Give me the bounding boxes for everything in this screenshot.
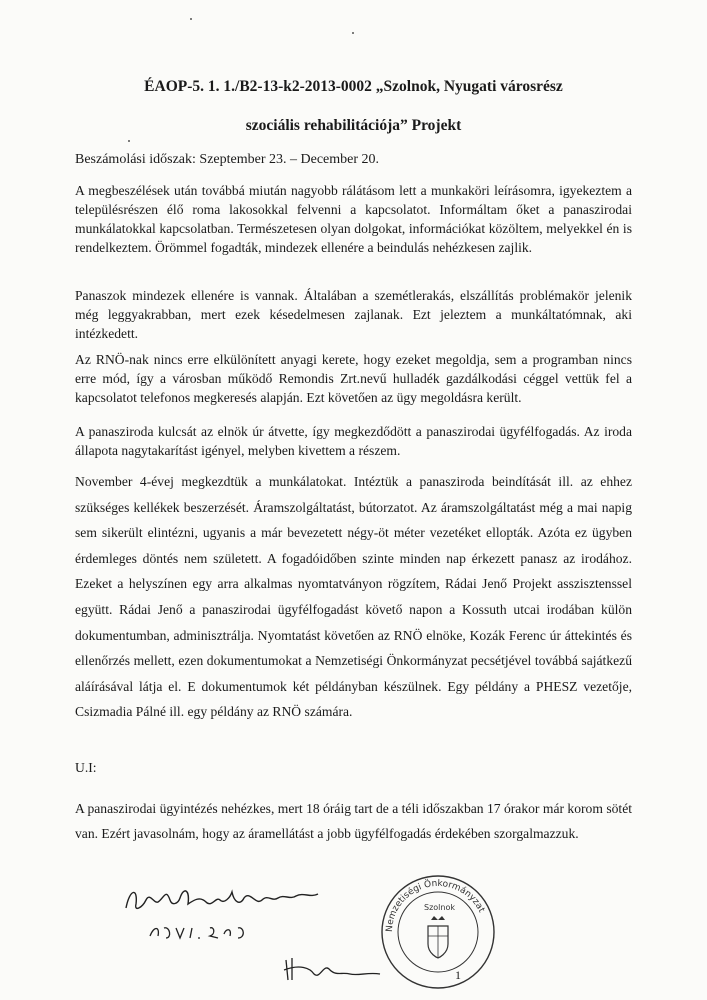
paragraph-3: Az RNÖ-nak nincs erre elkülönített anyagi kerete, hogy ezeket megoldja, sem a programban nincs erre mód, így a városban működő Remondis Zrt.nevű hulladék gazdálkodási céggel vettük fel a kapcsolatot telefonos megkeresés alapján. Ezt követően az ügy megoldásra került. — [75, 352, 632, 405]
scan-speck — [352, 32, 354, 34]
postscript-label: U.I: — [75, 760, 97, 775]
project-title-line-2: szociális rehabilitációja” Projekt — [245, 117, 462, 134]
scan-speck — [190, 18, 192, 20]
scan-speck — [128, 140, 130, 142]
svg-text:Szolnok: Szolnok — [424, 903, 455, 912]
svg-text:Nemzetiségi Önkormányzat: Nemzetiségi Önkormányzat — [384, 878, 487, 933]
paragraph-5: November 4-évej megkezdtük a munkálatokat. Intéztük a panasziroda beindítását ill. az ehhez szükséges kellékek beszerzését. Áramszolgáltatást, bútorzatot. Az áramszolgáltatást még a mai napig sem sikerült elintézni, ugyanis a már bevezetett négy-öt méter vezetéket ellopták. Azóta ez ügyben érdemleges döntés nem született. A fogadóidőben szinte minden nap érkezett panasz az irodához. Ezeket a helyszínen egy arra alkalmas nyomtatványon rögzítem, Rádai Jenő Projekt asszisztenssel együtt. Rádai Jenő a panaszirodai ügyfélfogadást követő napon a Kossuth utcai irodában külön dokumentumban, adminisztrálja. Nyomtatást követően az RNÖ elnöke, Kozák Ferenc úr áttekintés és ellenőrzés mellett, ezen dokumentumokat a Nemzetiségi Önkormányzat pecsétjével továbbá sajátkezű aláírásával látja el. E dokumentumok két példányban készülnek. Egy példány a PHESZ vezetője, Csizmadia Pálné ill. egy példány az RNÖ számára. — [75, 474, 632, 720]
paragraph-2: Panaszok mindezek ellenére is vannak. Általában a szemétlerakás, elszállítás problémakör jelenik még leggyakrabban, mert ezek késedelmesen zajlanak. Ezt jeleztem a munkáltatómnak, aki intézkedett. — [75, 288, 632, 341]
paragraph-1: A megbeszélések után továbbá miután nagyobb rálátásom lett a munkaköri leírásomra, igyekeztem a településrészen élő roma lakosokkal felvenni a kapcsolatot. Informáltam őket a panaszirodai munkálatokkal kapcsolatban. Természetesen olyan dolgokat, információkat közöltem, melyekkel én is rendelkeztem. Örömmel fogadták, mindezek ellenére a beindulás nehézkesen zajlik. — [75, 183, 632, 255]
paragraph-4: A panasziroda kulcsát az elnök úr átvette, így megkezdődött a panaszirodai ügyfélfogadás. Az iroda állapota nagytakarítást igényel, melyben kivettem a részem. — [75, 424, 632, 458]
page-number: 1 — [455, 968, 461, 982]
project-title-line-1: ÉAOP-5. 1. 1./B2-13-k2-2013-0002 „Szolnok, Nyugati városrész — [144, 78, 563, 95]
official-stamp — [378, 870, 498, 994]
paragraph-postscript: A panaszirodai ügyintézés nehézkes, mert 18 óráig tart de a téli időszakban 17 órakor már korom sötét van. Ezért javasolnám, hogy az áramellátást a jobb ügyfélfogadás érdekében szorgalmazzuk. — [75, 801, 632, 841]
second-signature — [280, 950, 390, 990]
reporting-period: Beszámolási időszak: Szeptember 23. – December 20. — [75, 152, 380, 167]
handwritten-signature — [120, 878, 330, 948]
